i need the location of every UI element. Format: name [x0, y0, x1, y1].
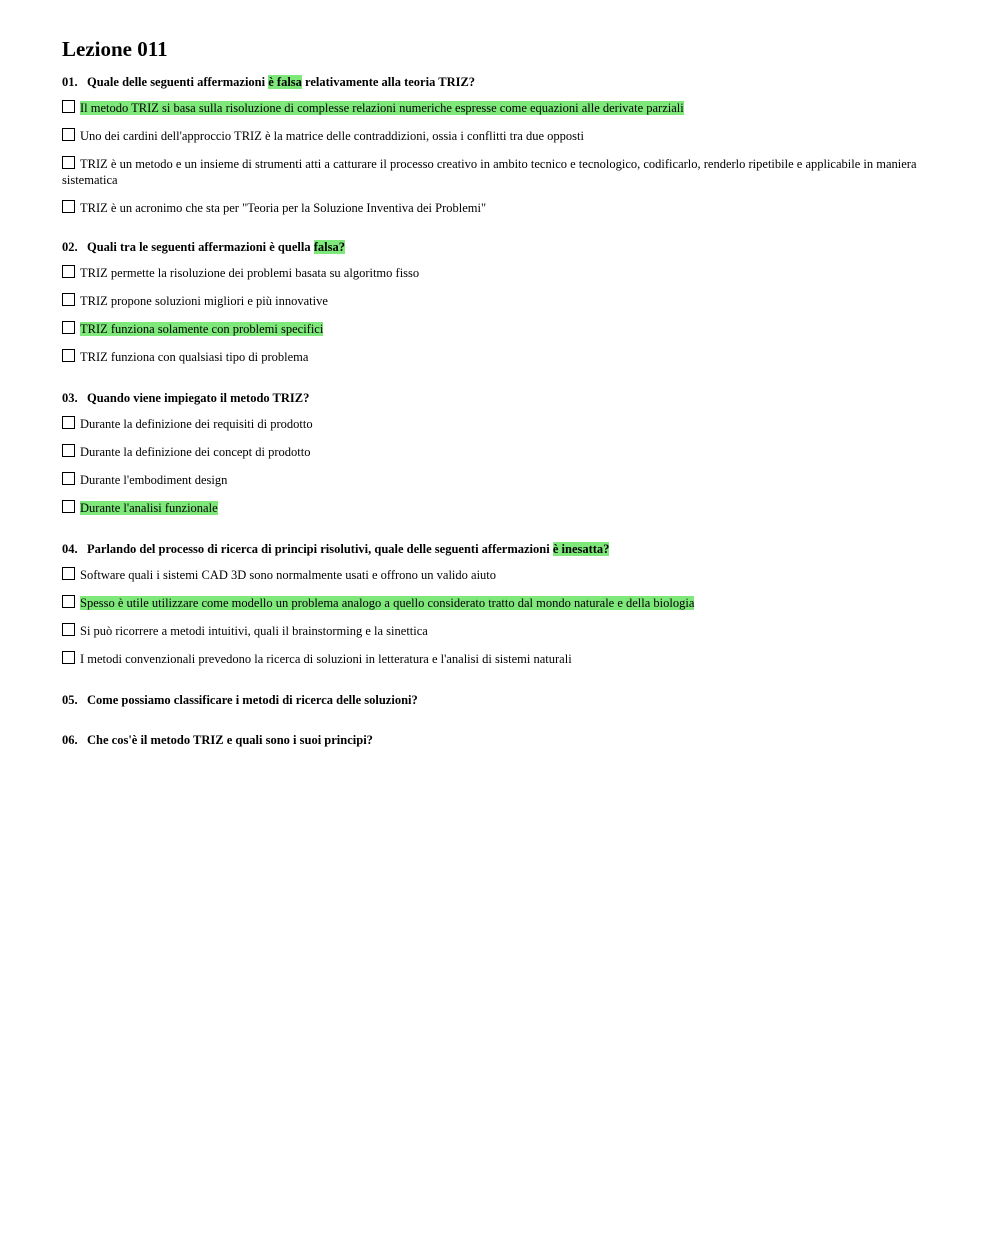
options-list — [62, 416, 942, 516]
option-text: Durante la definizione dei concept di prodotto — [80, 445, 311, 459]
option-item — [62, 416, 942, 432]
option-item — [62, 100, 942, 116]
question-text: Che cos'è il metodo TRIZ e quali sono i suoi principi? — [87, 733, 373, 747]
question-05 — [62, 692, 942, 708]
option-text: TRIZ funziona con qualsiasi tipo di problema — [80, 350, 309, 364]
question-02 — [62, 239, 942, 377]
option-checkbox[interactable] — [62, 567, 75, 580]
option-text: Durante la definizione dei requisiti di prodotto — [80, 417, 313, 431]
question-number: 01. — [62, 75, 78, 89]
option-checkbox[interactable] — [62, 265, 75, 278]
question-number: 03. — [62, 391, 78, 405]
option-item — [62, 156, 942, 188]
option-checkbox[interactable] — [62, 156, 75, 169]
question-text-after: relativamente alla teoria TRIZ? — [301, 75, 476, 89]
question-06 — [62, 732, 942, 748]
option-checkbox[interactable] — [62, 128, 75, 141]
option-text: Durante l'analisi funzionale — [80, 501, 218, 515]
options-list — [62, 265, 942, 365]
option-text: Spesso è utile utilizzare come modello un problema analogo a quello considerato tratto dal mondo naturale e della biologia — [80, 596, 695, 610]
option-checkbox[interactable] — [62, 651, 75, 664]
option-checkbox[interactable] — [62, 349, 75, 362]
option-item — [62, 472, 942, 488]
question-number: 02. — [62, 240, 78, 254]
option-item — [62, 444, 942, 460]
question-heading — [62, 541, 942, 557]
question-highlight: falsa? — [313, 240, 345, 254]
option-checkbox[interactable] — [62, 293, 75, 306]
question-highlight: è falsa — [268, 75, 302, 89]
option-text: Durante l'embodiment design — [80, 473, 228, 487]
question-text: Quando viene impiegato il metodo TRIZ? — [87, 391, 310, 405]
option-checkbox[interactable] — [62, 100, 75, 113]
question-03 — [62, 390, 942, 528]
option-checkbox[interactable] — [62, 623, 75, 636]
question-number: 04. — [62, 542, 78, 556]
option-item — [62, 321, 942, 337]
options-list — [62, 100, 942, 216]
option-item — [62, 651, 942, 667]
option-item — [62, 500, 942, 516]
option-item — [62, 128, 942, 144]
question-text: Quali tra le seguenti affermazioni è quella — [87, 240, 314, 254]
option-checkbox[interactable] — [62, 200, 75, 213]
question-heading — [62, 692, 942, 708]
question-heading — [62, 390, 942, 406]
question-text: Come possiamo classificare i metodi di ricerca delle soluzioni? — [87, 693, 418, 707]
question-text: Parlando del processo di ricerca di principi risolutivi, quale delle seguenti affermazioni — [87, 542, 553, 556]
option-item — [62, 293, 942, 309]
options-list — [62, 567, 942, 667]
option-checkbox[interactable] — [62, 472, 75, 485]
option-text: TRIZ funziona solamente con problemi specifici — [80, 322, 324, 336]
option-text: TRIZ è un metodo e un insieme di strumenti atti a catturare il processo creativo in ambito tecnico e tecnologico, codificarlo, renderlo ripetibile e applicabile in maniera sistematica — [62, 157, 917, 187]
option-text: I metodi convenzionali prevedono la ricerca di soluzioni in letteratura e l'analisi di sistemi naturali — [80, 652, 572, 666]
option-text: Il metodo TRIZ si basa sulla risoluzione di complesse relazioni numeriche espresse come equazioni alle derivate parziali — [80, 101, 684, 115]
option-checkbox[interactable] — [62, 500, 75, 513]
question-number: 06. — [62, 733, 78, 747]
option-item — [62, 349, 942, 365]
question-heading — [62, 732, 942, 748]
option-checkbox[interactable] — [62, 444, 75, 457]
option-item — [62, 265, 942, 281]
option-item — [62, 567, 942, 583]
option-item — [62, 200, 942, 216]
question-highlight: è inesatta? — [552, 542, 610, 556]
option-text: Software quali i sistemi CAD 3D sono normalmente usati e offrono un valido aiuto — [80, 568, 497, 582]
option-text: TRIZ propone soluzioni migliori e più innovative — [80, 294, 328, 308]
option-text: TRIZ è un acronimo che sta per "Teoria per la Soluzione Inventiva dei Problemi" — [80, 201, 487, 215]
question-01 — [62, 74, 942, 228]
option-text: Si può ricorrere a metodi intuitivi, quali il brainstorming e la sinettica — [80, 624, 428, 638]
option-item — [62, 623, 942, 639]
question-04 — [62, 541, 942, 679]
option-item — [62, 595, 942, 611]
option-checkbox[interactable] — [62, 416, 75, 429]
option-checkbox[interactable] — [62, 321, 75, 334]
question-text: Quale delle seguenti affermazioni — [87, 75, 269, 89]
option-text: TRIZ permette la risoluzione dei problemi basata su algoritmo fisso — [80, 266, 420, 280]
question-heading — [62, 239, 942, 255]
option-checkbox[interactable] — [62, 595, 75, 608]
option-text: Uno dei cardini dell'approccio TRIZ è la matrice delle contraddizioni, ossia i conflitti tra due opposti — [80, 129, 584, 143]
question-heading — [62, 74, 942, 90]
question-number: 05. — [62, 693, 78, 707]
lesson-title: Lezione 011 — [62, 37, 168, 61]
